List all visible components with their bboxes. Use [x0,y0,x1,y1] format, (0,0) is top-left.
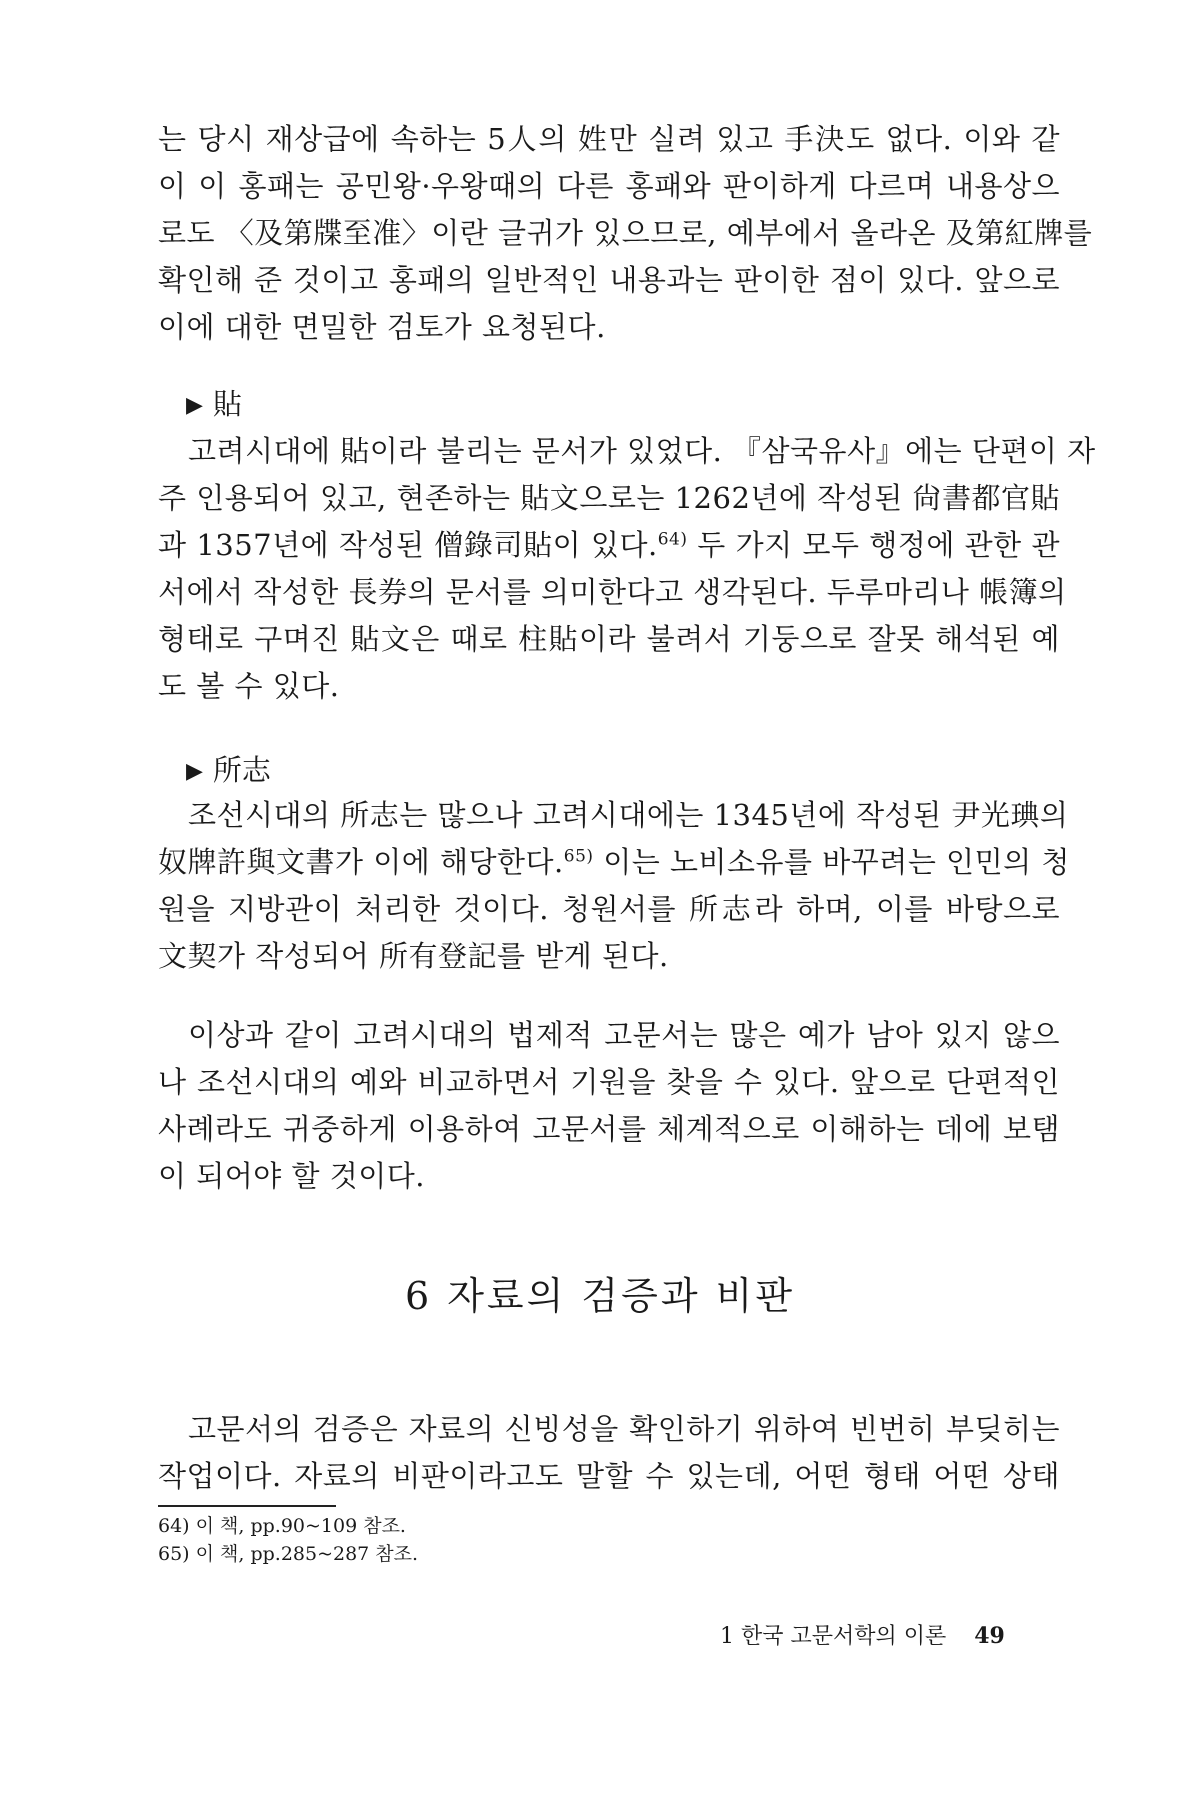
chapter-label: 1 한국 고문서학의 이론 [720,1624,947,1649]
section-title: 所志 [212,753,271,787]
text-line: 고려시대에 貼이라 불리는 문서가 있었다. 『삼국유사』에는 단편이 자 [188,434,1096,468]
section-2-body [158,792,1070,980]
text-line: 확인해 준 것이고 홍패의 일반적인 내용과는 판이한 점이 있다. 앞으로 [158,263,1060,297]
section-heading-soji [186,750,271,790]
footnote-ref-64: 64) [657,529,688,550]
text-segment: 과 1357년에 작성된 僧錄司貼이 있다. [158,528,658,562]
text-line: 작업이다. 자료의 비판이라고도 말할 수 있는데, 어떤 형태 어떤 상태 [158,1459,1060,1493]
text-line: 형태로 구며진 貼文은 때로 柱貼이라 불려서 기둥으로 잘못 해석된 예 [158,622,1060,656]
text-line: 이 이 홍패는 공민왕·우왕때의 다른 홍패와 판이하게 다르며 내용상으 [158,169,1060,203]
triangle-marker-icon: ▶ [186,393,203,418]
running-footer [720,1620,1005,1653]
footnote-65: 65) 이 책, pp.285~287 참조. [158,1543,419,1565]
text-line: 사례라도 귀중하게 이용하여 고문서를 체계적으로 이해하는 데에 보탬 [158,1112,1060,1146]
text-line: 로도 〈及第牒至准〉이란 글귀가 있으므로, 예부에서 올라온 及第紅牌를 [158,216,1093,250]
text-line-with-footnote [158,522,1060,569]
paragraph-2 [158,1012,1060,1200]
page-number: 49 [974,1623,1005,1649]
text-line: 주 인용되어 있고, 현존하는 貼文으로는 1262년에 작성된 尙書都官貼 [158,481,1060,515]
section-1-body [158,428,1096,710]
chapter-title: 6 자료의 검증과 비판 [404,1274,796,1318]
text-line: 조선시대의 所志는 많으나 고려시대에는 1345년에 작성된 尹光琠의 [188,798,1069,832]
text-segment: 이는 노비소유를 바꾸려는 인민의 청 [593,845,1070,879]
text-line: 고문서의 검증은 자료의 신빙성을 확인하기 위하여 빈번히 부딪히는 [188,1412,1060,1446]
text-line: 는 당시 재상급에 속하는 5人의 姓만 실려 있고 手決도 없다. 이와 같 [158,122,1060,156]
text-segment: 두 가지 모두 행정에 관한 관 [687,528,1060,562]
text-line: 이에 대한 면밀한 검토가 요청된다. [158,310,606,344]
text-line: 文契가 작성되어 所有登記를 받게 된다. [158,939,669,973]
triangle-marker-icon: ▶ [186,759,203,784]
text-line: 이 되어야 할 것이다. [158,1159,425,1193]
text-line: 원을 지방관이 처리한 것이다. 청원서를 所志라 하며, 이를 바탕으로 [158,892,1060,926]
section-title: 貼 [212,387,242,421]
text-line: 도 볼 수 있다. [158,669,340,703]
footnote-divider [158,1505,336,1507]
paragraph-3 [158,1406,1060,1500]
footnote-ref-65: 65) [563,846,594,867]
paragraph-1 [158,116,1093,351]
text-segment: 奴牌許與文書가 이에 해당한다. [158,845,564,879]
footnotes [158,1512,418,1568]
footnote-64: 64) 이 책, pp.90~109 참조. [158,1515,406,1537]
text-line-with-footnote [158,839,1070,886]
section-heading-cheop [186,384,242,424]
text-line: 나 조선시대의 예와 비교하면서 기원을 찾을 수 있다. 앞으로 단편적인 [158,1065,1060,1099]
text-line: 서에서 작성한 長券의 문서를 의미한다고 생각된다. 두루마리나 帳簿의 [158,575,1067,609]
text-line: 이상과 같이 고려시대의 법제적 고문서는 많은 예가 남아 있지 않으 [188,1018,1060,1052]
